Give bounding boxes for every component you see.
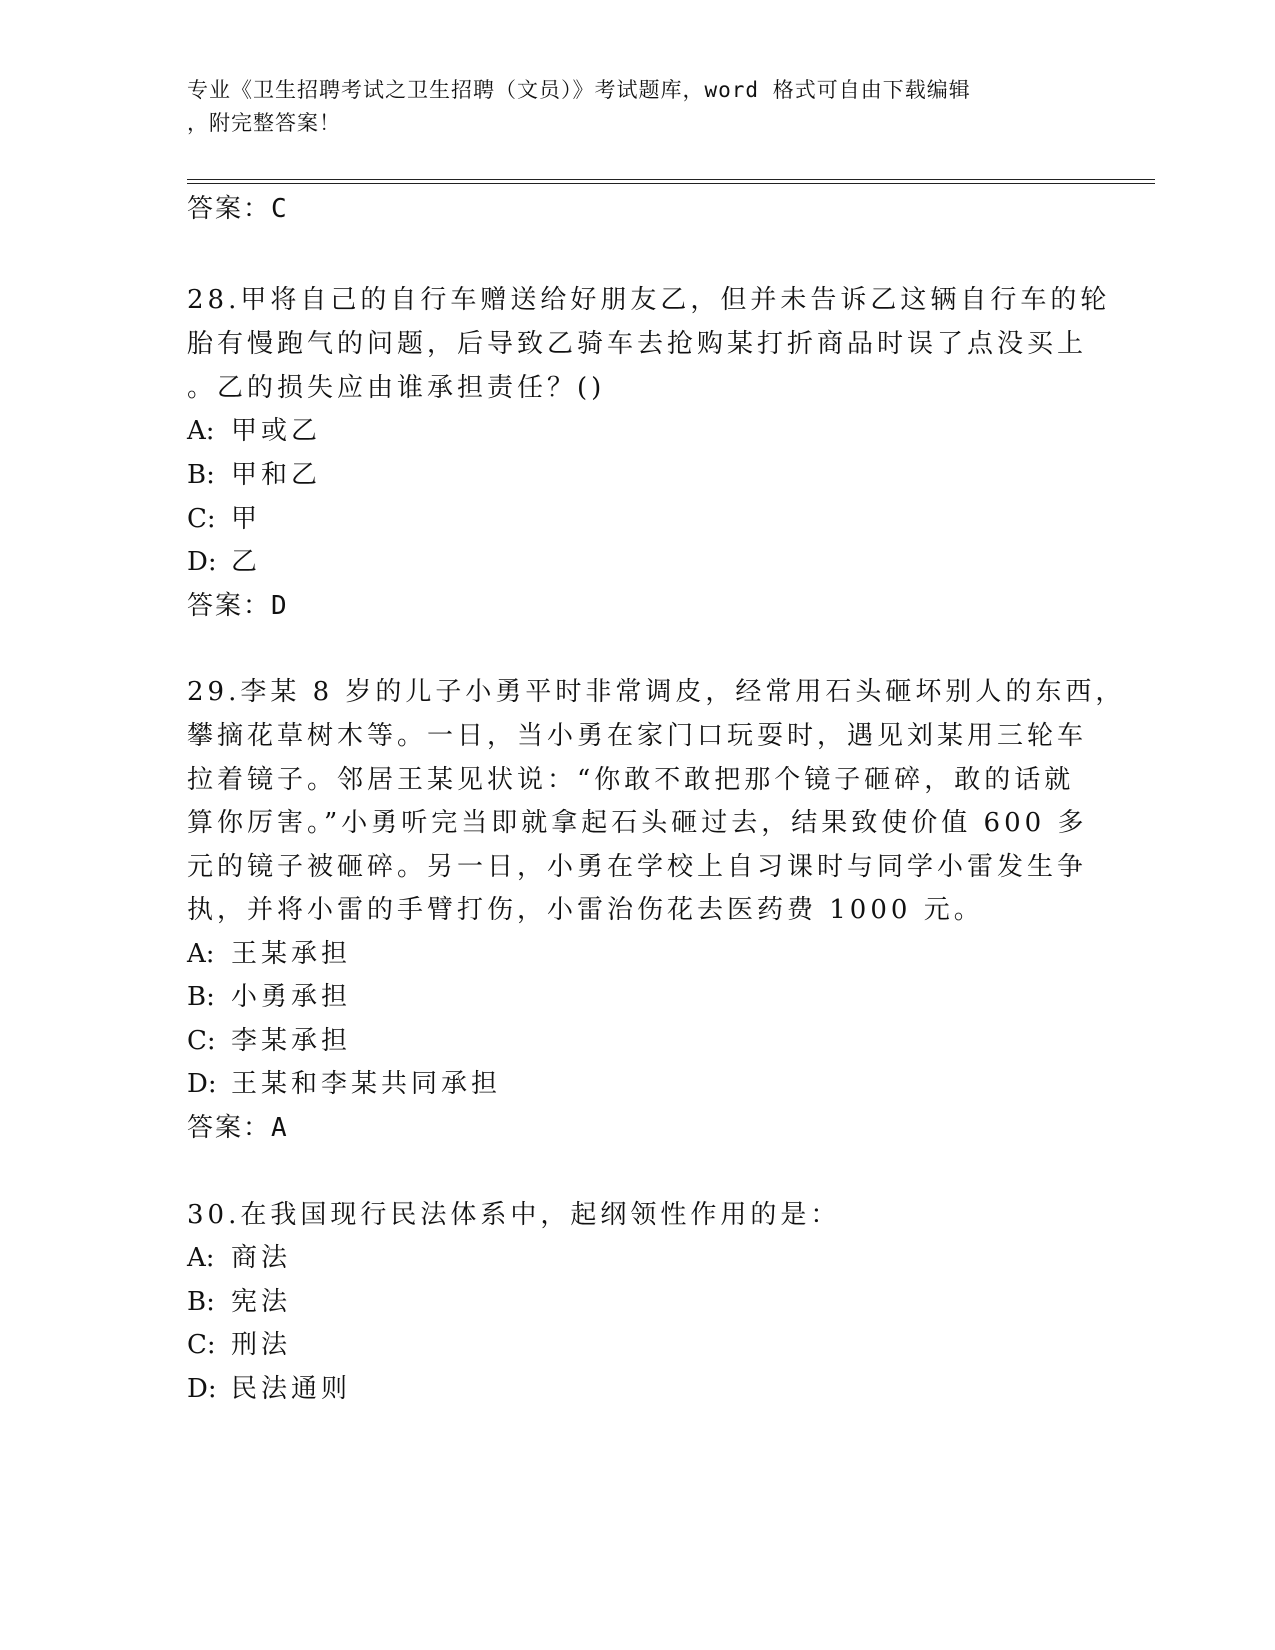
q29-text-line-3: 拉着镜子。邻居王某见状说：“你敢不敢把那个镜子砸碎，敢的话就 xyxy=(187,765,1075,795)
q29-text-line-2: 攀摘花草树木等。一日，当小勇在家门口玩耍时，遇见刘某用三轮车 xyxy=(187,721,1088,751)
option-label: B: xyxy=(187,460,215,490)
option-text: 王某和李某共同承担 xyxy=(231,1069,502,1099)
option-text: 商法 xyxy=(231,1243,292,1273)
option-text: 民法通则 xyxy=(231,1374,352,1404)
q29-text-line-4: 算你厉害。”小勇听完当即就拿起石头砸过去，结果致使价值 600 多 xyxy=(187,808,1088,838)
q28-option-d xyxy=(187,545,261,579)
option-text: 乙 xyxy=(231,547,262,577)
option-text: 甲 xyxy=(231,504,262,534)
q28-option-a xyxy=(187,414,321,448)
option-label: C: xyxy=(187,1026,216,1056)
q28-text-line-3: 。乙的损失应由谁承担责任？() xyxy=(187,373,606,403)
q30-option-a xyxy=(187,1241,291,1275)
option-label: A: xyxy=(187,1243,215,1273)
option-label: A: xyxy=(187,416,215,446)
header-line-1: 专业《卫生招聘考试之卫生招聘（文员）》考试题库，word 格式可自由下载编辑 xyxy=(187,78,971,102)
option-label: C: xyxy=(187,1330,216,1360)
option-text: 甲和乙 xyxy=(231,460,322,490)
option-label: D: xyxy=(187,1069,217,1099)
option-label: C: xyxy=(187,504,216,534)
q29-text-line-6: 执，并将小雷的手臂打伤，小雷治伤花去医药费 1000 元。 xyxy=(187,895,984,925)
option-text: 李某承担 xyxy=(231,1026,352,1056)
header-rule-top xyxy=(187,179,1155,180)
q28-answer: 答案：D xyxy=(187,591,289,621)
q28-option-b xyxy=(187,458,321,492)
option-text: 刑法 xyxy=(231,1330,292,1360)
option-text: 甲或乙 xyxy=(231,416,322,446)
q29-option-b xyxy=(187,980,351,1014)
q29-option-a xyxy=(187,937,351,971)
option-label: B: xyxy=(187,1287,215,1317)
option-label: D: xyxy=(187,547,217,577)
q29-option-d xyxy=(187,1067,501,1101)
q30-option-b xyxy=(187,1285,291,1319)
q30-option-c xyxy=(187,1328,291,1362)
option-text: 王某承担 xyxy=(231,939,352,969)
q30-option-d xyxy=(187,1372,351,1406)
page-header xyxy=(187,74,1067,140)
option-label: B: xyxy=(187,982,215,1012)
q28-text-line-1: 28.甲将自己的自行车赠送给好朋友乙，但并未告诉乙这辆自行车的轮 xyxy=(187,285,1111,315)
header-line-2: ，附完整答案！ xyxy=(187,111,341,135)
q30-text-line-1: 30.在我国现行民法体系中，起纲领性作用的是： xyxy=(187,1200,841,1230)
q28-text-line-2: 胎有慢跑气的问题，后导致乙骑车去抢购某打折商品时误了点没买上 xyxy=(187,329,1088,359)
option-label: D: xyxy=(187,1374,217,1404)
q29-text-line-5: 元的镜子被砸碎。另一日，小勇在学校上自习课时与同学小雷发生争 xyxy=(187,852,1088,882)
header-rule-bottom xyxy=(187,183,1155,184)
option-text: 宪法 xyxy=(231,1287,292,1317)
option-text: 小勇承担 xyxy=(231,982,352,1012)
option-label: A: xyxy=(187,939,215,969)
q29-text-line-1: 29.李某 8 岁的儿子小勇平时非常调皮，经常用石头砸坏别人的东西， xyxy=(187,677,1126,707)
previous-answer: 答案：C xyxy=(187,194,289,224)
q28-option-c xyxy=(187,502,261,536)
q29-option-c xyxy=(187,1024,351,1058)
q29-answer: 答案：A xyxy=(187,1113,289,1143)
